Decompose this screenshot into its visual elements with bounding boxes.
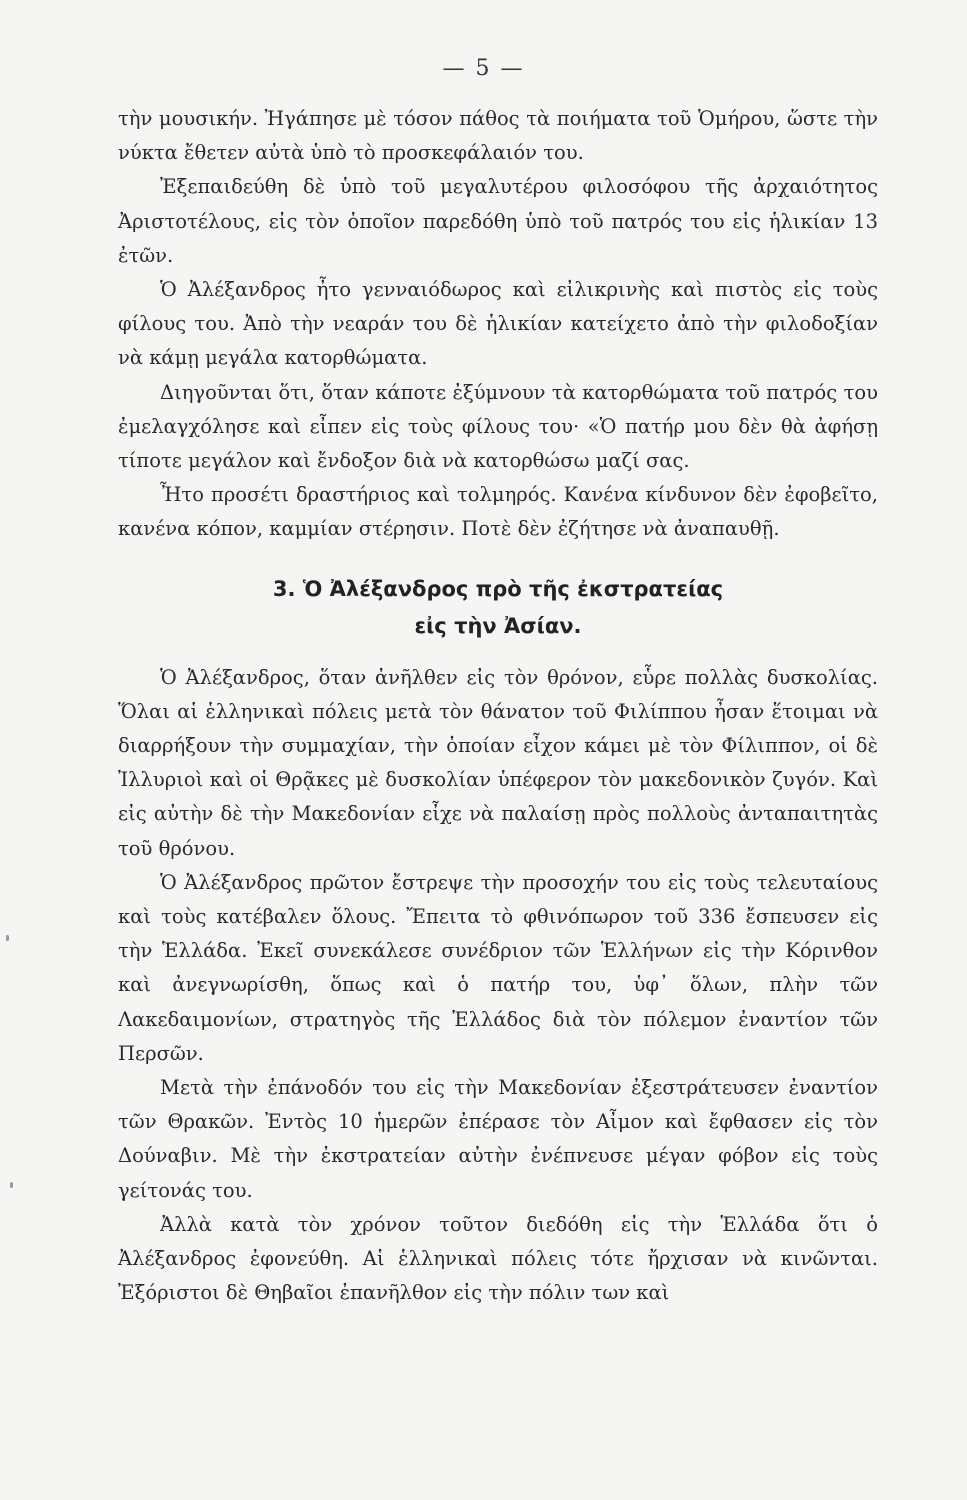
paragraph: τὴν μουσικήν. Ἠγάπησε μὲ τόσον πάθος τὰ ποιήματα τοῦ Ὁμήρου, ὥστε τὴν νύκτα ἔθετεν αὐτὰ ὑπὸ τὸ προσκεφάλαιόν του.: [118, 107, 878, 165]
paragraph: Μετὰ τὴν ἐπάνοδόν του εἰς τὴν Μακεδονίαν ἐξεστράτευσεν ἐναντίον τῶν Θρακῶν. Ἐντὸς 10 ἡμερῶν ἐπέρασε τὸν Αἶμον καὶ ἔφθασεν εἰς τὸν Δούναβιν. Μὲ τὴν ἐκστρατείαν αὐτὴν ἐνέπνευσε μέγαν φόβον εἰς τοὺς γείτονάς του.: [118, 1076, 878, 1202]
paragraph: Ἀλλὰ κατὰ τὸν χρόνον τοῦτον διεδόθη εἰς τὴν Ἑλλάδα ὅτι ὁ Ἀλέξανδρος ἐφονεύθη. Αἱ ἑλληνικαὶ πόλεις τότε ἤρχισαν νὰ κινῶνται. Ἐξόριστοι δὲ Θηβαῖοι ἐπανῆλθον εἰς τὴν πόλιν των καὶ: [118, 1212, 878, 1305]
page-number: — 5 —: [442, 56, 525, 81]
paragraph: Ἐξεπαιδεύθη δὲ ὑπὸ τοῦ μεγαλυτέρου φιλοσόφου τῆς ἀρχαιότητος Ἀριστοτέλους, εἰς τὸν ὁποῖον παρεδόθη ὑπὸ τοῦ πατρός του εἰς ἡλικίαν 13 ἐτῶν.: [118, 175, 878, 267]
section-heading-line-2: εἰς τὴν Ἀσίαν.: [414, 613, 582, 638]
section-heading-line-1: 3. Ὁ Ἀλέξανδρος πρὸ τῆς ἐκστρατείας: [272, 576, 724, 601]
paragraph: Ὁ Ἀλέξανδρος, ὅταν ἀνῆλθεν εἰς τὸν θρόνον, εὗρε πολλὰς δυσκολίας. Ὅλαι αἱ ἑλληνικαὶ πόλεις μετὰ τὸν θάνατον τοῦ Φιλίππου ἦσαν ἕτοιμαι νὰ διαρρήξουν τὴν συμμαχίαν, τὴν ὁποίαν εἶχον κάμει μὲ τὸν Φίλιππον, οἱ δὲ Ἰλλυριοὶ καὶ οἱ Θρᾷκες μὲ δυσκολίαν ὑπέφερον τὸν μακεδονικὸν ζυγόν. Καὶ εἰς αὐτὴν δὲ τὴν Μακεδονίαν εἶχε νὰ παλαίσῃ πρὸς πολλοὺς ἀνταπαιτητὰς τοῦ θρόνου.: [118, 665, 878, 860]
margin-speck: [6, 935, 9, 941]
section-heading: [118, 571, 878, 645]
page-body: [118, 102, 878, 1311]
paragraph: Ὁ Ἀλέξανδρος ἦτο γενναιόδωρος καὶ εἰλικρινὴς καὶ πιστὸς εἰς τοὺς φίλους του. Ἀπὸ τὴν νεαράν του δὲ ἡλικίαν κατείχετο ἀπὸ τὴν φιλοδοξίαν νὰ κάμῃ μεγάλα κατορθώματα.: [118, 278, 878, 370]
margin-speck: [10, 1182, 13, 1188]
paragraph: Ἦτο προσέτι δραστήριος καὶ τολμηρός. Κανένα κίνδυνον δὲν ἐφοβεῖτο, κανένα κόπον, καμμίαν στέρησιν. Ποτὲ δὲν ἐζήτησε νὰ ἀναπαυθῇ.: [118, 483, 878, 541]
paragraph: Ὁ Ἀλέξανδρος πρῶτον ἔστρεψε τὴν προσοχήν του εἰς τοὺς τελευταίους καὶ τοὺς κατέβαλεν ὅλους. Ἔπειτα τὸ φθινόπωρον τοῦ 336 ἔσπευσεν εἰς τὴν Ἑλλάδα. Ἐκεῖ συνεκάλεσε συνέδριον τῶν Ἑλλήνων εἰς τὴν Κόρινθον καὶ ἀνεγνωρίσθη, ὅπως καὶ ὁ πατήρ του, ὑφ᾿ ὅλων, πλὴν τῶν Λακεδαιμονίων, στρατηγὸς τῆς Ἑλλάδος διὰ τὸν πόλεμον ἐναντίον τῶν Περσῶν.: [118, 870, 878, 1065]
paragraph: Διηγοῦνται ὅτι, ὅταν κάποτε ἐξύμνουν τὰ κατορθώματα τοῦ πατρός του ἐμελαγχόλησε καὶ εἶπεν εἰς τοὺς φίλους του· «Ὁ πατήρ μου δὲν θὰ ἀφήσῃ τίποτε μεγάλον καὶ ἔνδοξον διὰ νὰ κατορθώσω μαζί σας.: [118, 380, 878, 473]
